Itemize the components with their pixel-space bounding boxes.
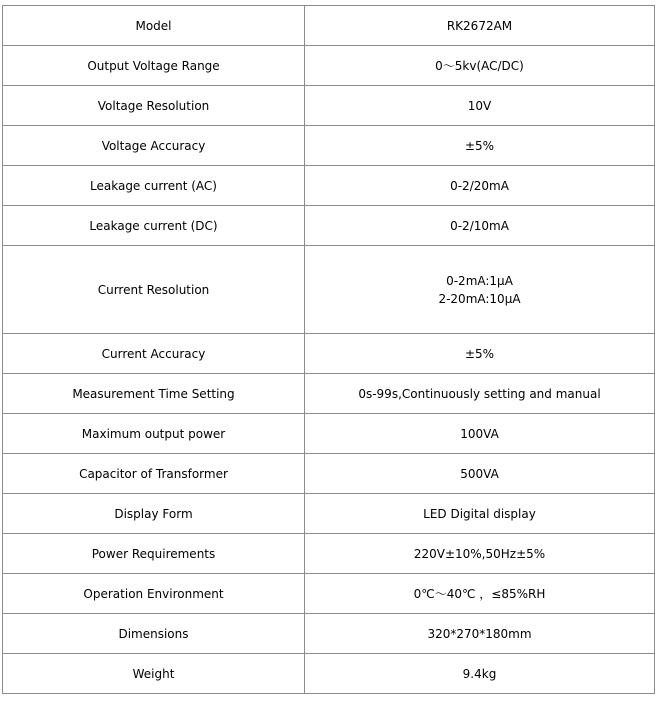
spec-label: Power Requirements [3,534,305,574]
spec-value: 0-2/10mA [305,206,655,246]
spec-label: Leakage current (AC) [3,166,305,206]
spec-label: Voltage Resolution [3,86,305,126]
table-row [3,654,655,694]
spec-label: Capacitor of Transformer [3,454,305,494]
spec-label: Current Accuracy [3,334,305,374]
table-row [3,46,655,86]
spec-label: Weight [3,654,305,694]
spec-value: 320*270*180mm [305,614,655,654]
spec-label: Operation Environment [3,574,305,614]
spec-value: 0℃～40℃ ，≤85%RH [305,574,655,614]
spec-label: Model [3,6,305,46]
spec-value [305,246,655,334]
table-row [3,166,655,206]
table-row [3,6,655,46]
spec-value: 220V±10%,50Hz±5% [305,534,655,574]
spec-value: 9.4kg [305,654,655,694]
spec-table [2,5,655,694]
table-row [3,534,655,574]
spec-label: Voltage Accuracy [3,126,305,166]
spec-label: Output Voltage Range [3,46,305,86]
table-row [3,414,655,454]
spec-label: Leakage current (DC) [3,206,305,246]
table-row [3,614,655,654]
spec-value-line: 0-2mA:1μA [446,273,513,288]
spec-label: Measurement Time Setting [3,374,305,414]
spec-value: 500VA [305,454,655,494]
table-row [3,494,655,534]
spec-label: Current Resolution [3,246,305,334]
spec-value: 0s-99s,Continuously setting and manual [305,374,655,414]
spec-label: Maximum output power [3,414,305,454]
table-row [3,454,655,494]
table-row [3,374,655,414]
spec-label: Display Form [3,494,305,534]
table-row [3,246,655,334]
spec-value: RK2672AM [305,6,655,46]
spec-label: Dimensions [3,614,305,654]
spec-value: ±5% [305,334,655,374]
table-row [3,126,655,166]
table-row [3,334,655,374]
spec-value-line: 2-20mA:10μA [438,291,521,306]
table-row [3,206,655,246]
spec-value: 0～5kv(AC/DC) [305,46,655,86]
spec-value: 100VA [305,414,655,454]
spec-value: 0-2/20mA [305,166,655,206]
table-row [3,86,655,126]
spec-value: LED Digital display [305,494,655,534]
table-row [3,574,655,614]
spec-value: ±5% [305,126,655,166]
spec-value: 10V [305,86,655,126]
